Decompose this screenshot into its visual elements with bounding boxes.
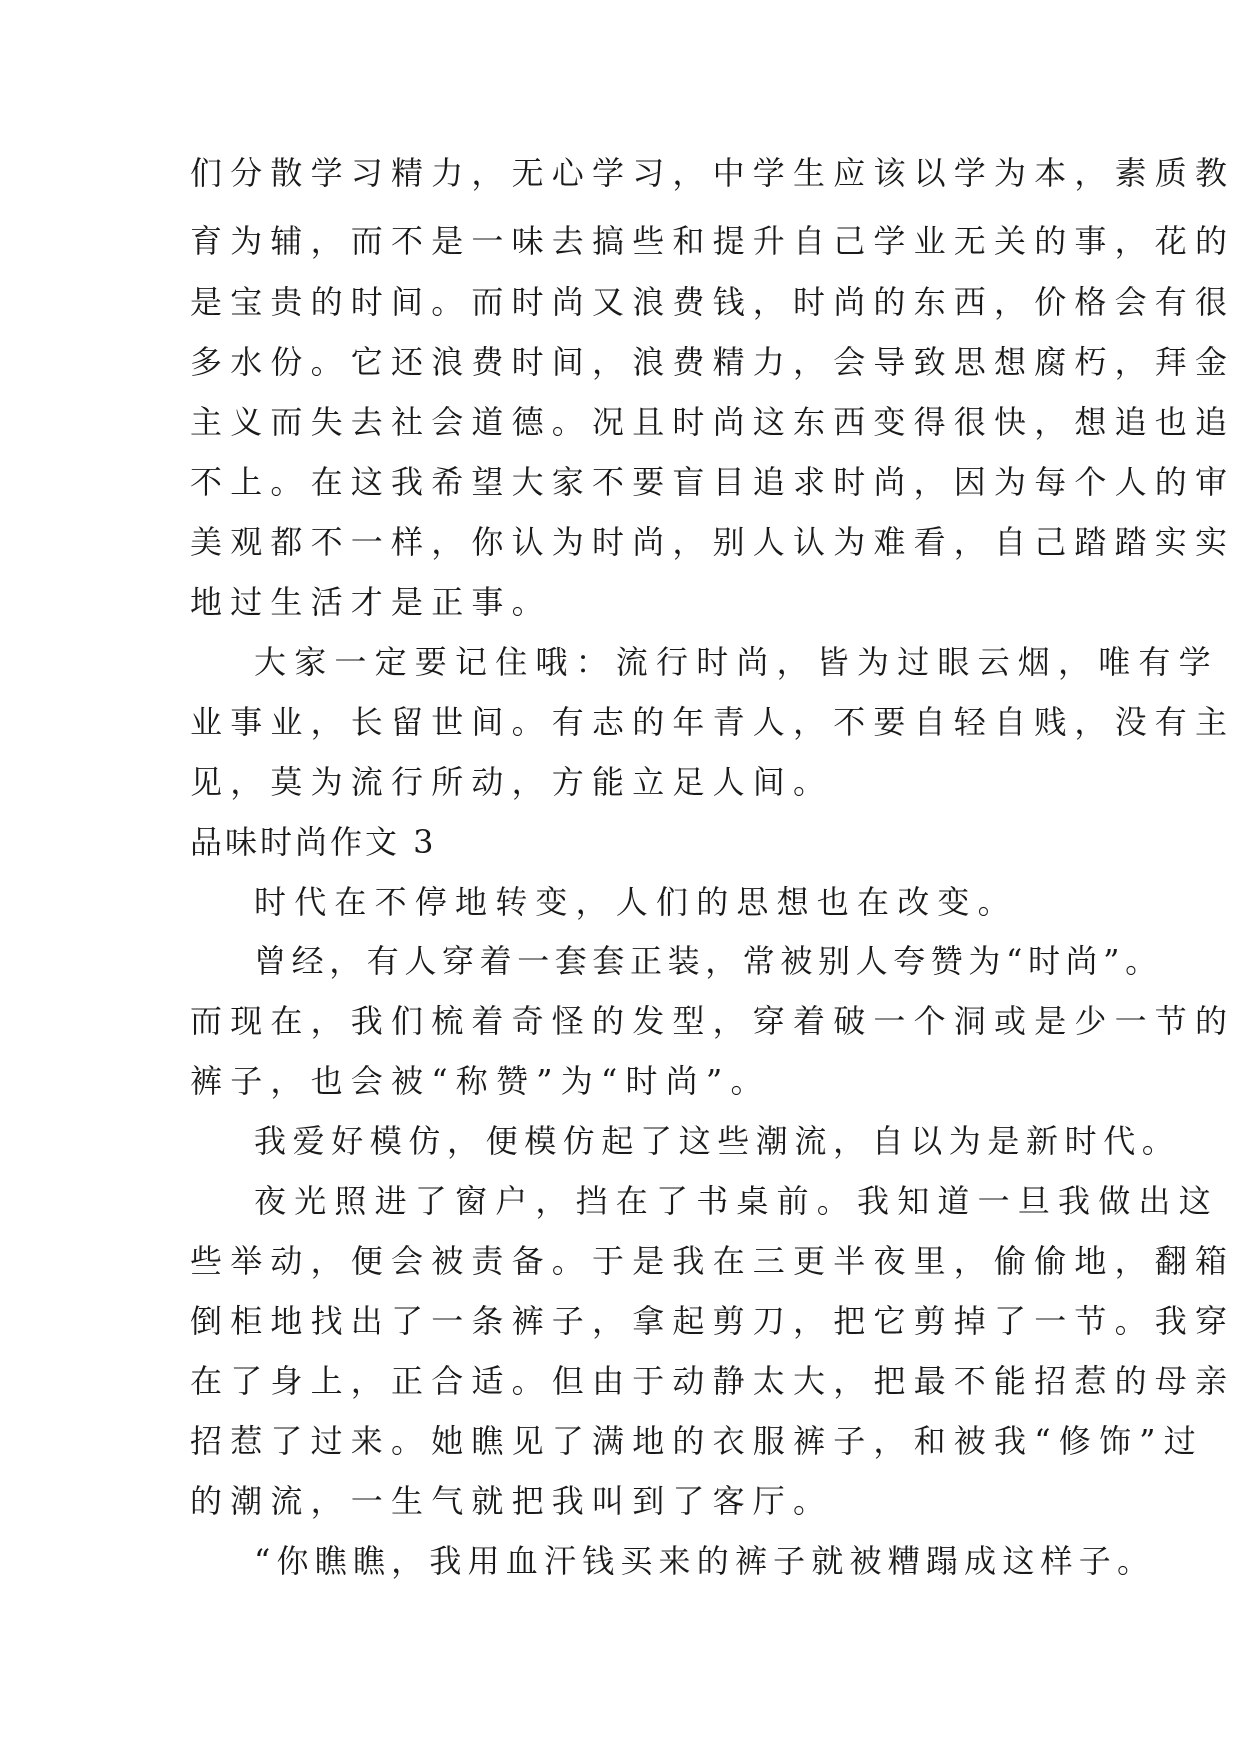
text-line-13: 时代在不停地转变，人们的思想也在改变。 xyxy=(254,883,1018,921)
text-line-2: 育为辅，而不是一味去搞些和提升自己学业无关的事，花的 xyxy=(190,222,1236,260)
text-line-18: 夜光照进了窗户，挡在了书桌前。我知道一旦我做出这 xyxy=(254,1182,1219,1220)
section-heading: 品味时尚作文 3 xyxy=(190,823,437,861)
text-line-24: “你瞧瞧，我用血汗钱买来的裤子就被糟蹋成这样子。 xyxy=(254,1542,1156,1580)
text-line-21: 在了身上，正合适。但由于动静太大，把最不能招惹的母亲 xyxy=(190,1362,1236,1400)
text-line-15: 而现在，我们梳着奇怪的发型，穿着破一个洞或是少一节的 xyxy=(190,1002,1236,1040)
text-line-9: 大家一定要记住哦：流行时尚，皆为过眼云烟，唯有学 xyxy=(254,643,1219,681)
text-line-10: 业事业，长留世间。有志的年青人，不要自轻自贱，没有主 xyxy=(190,703,1236,741)
text-line-17: 我爱好模仿，便模仿起了这些潮流，自以为是新时代。 xyxy=(254,1122,1181,1160)
text-line-5: 主义而失去社会道德。况且时尚这东西变得很快，想追也追 xyxy=(190,403,1236,441)
text-line-19: 些举动，便会被责备。于是我在三更半夜里，偷偷地，翻箱 xyxy=(190,1242,1236,1280)
text-line-20: 倒柜地找出了一条裤子，拿起剪刀，把它剪掉了一节。我穿 xyxy=(190,1302,1236,1340)
text-line-11: 见，莫为流行所动，方能立足人间。 xyxy=(190,763,834,801)
text-line-16: 裤子，也会被“称赞”为“时尚”。 xyxy=(190,1062,771,1100)
text-line-4: 多水份。它还浪费时间，浪费精力，会导致思想腐朽，拜金 xyxy=(190,343,1236,381)
text-line-23: 的潮流，一生气就把我叫到了客厅。 xyxy=(190,1482,834,1520)
text-line-1: 们分散学习精力，无心学习，中学生应该以学为本，素质教 xyxy=(190,154,1236,192)
text-line-7: 美观都不一样，你认为时尚，别人认为难看，自己踏踏实实 xyxy=(190,523,1236,561)
text-line-3: 是宝贵的时间。而时尚又浪费钱，时尚的东西，价格会有很 xyxy=(190,283,1236,321)
text-line-6: 不上。在这我希望大家不要盲目追求时尚，因为每个人的审 xyxy=(190,463,1236,501)
text-line-8: 地过生活才是正事。 xyxy=(190,583,552,621)
text-line-14: 曾经，有人穿着一套套正装，常被别人夸赞为“时尚”。 xyxy=(254,942,1163,980)
text-line-22: 招惹了过来。她瞧见了满地的衣服裤子，和被我“修饰”过 xyxy=(190,1422,1204,1460)
